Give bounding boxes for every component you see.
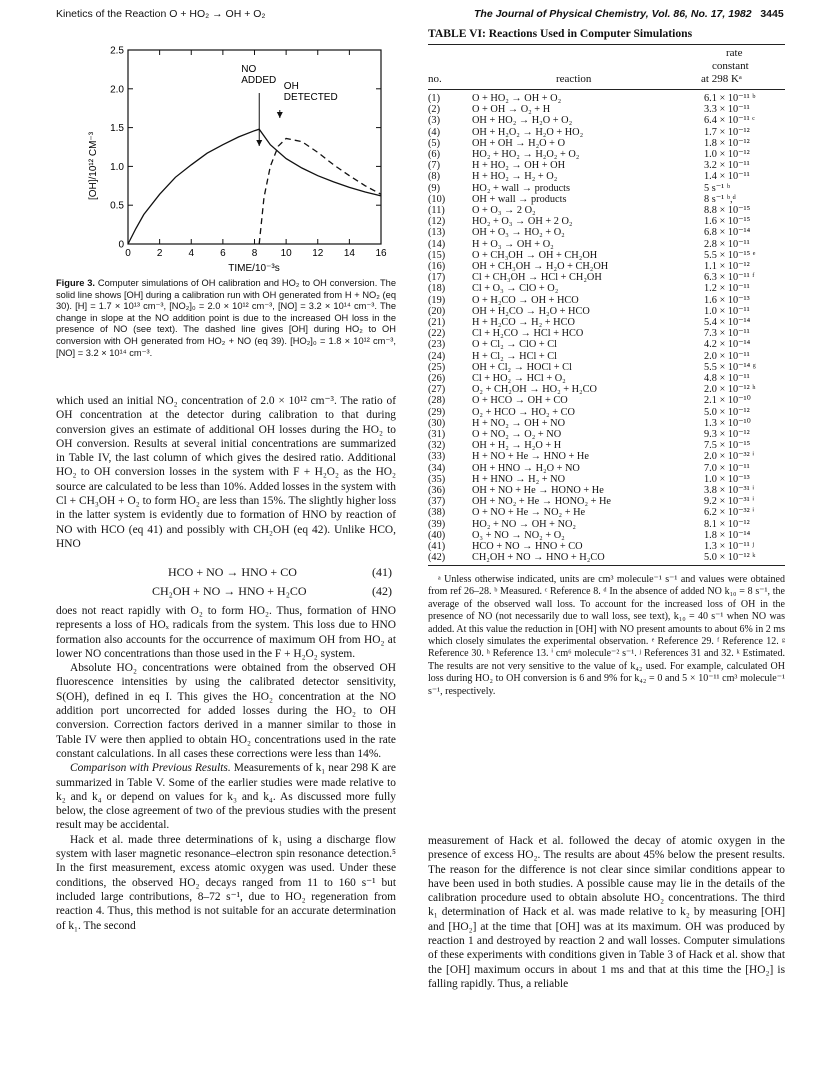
table-row (428, 407, 785, 419)
rate-constant: 5.4 × 10⁻¹⁴ (704, 317, 751, 328)
reaction-number: (33) (428, 451, 446, 463)
table-row (428, 373, 785, 385)
y-tick-label: 0 (118, 239, 124, 251)
reaction-equation: OH + O₃ → HO₂ + O₂ (472, 227, 565, 239)
reaction-number: (39) (428, 518, 446, 530)
reaction-equation: HO₂ + wall → products (472, 182, 571, 194)
table-row (428, 250, 785, 262)
reaction-number: (22) (428, 328, 446, 340)
rate-constant: 1.6 × 10⁻¹⁵ (704, 216, 751, 228)
rate-constant: 1.0 × 10⁻¹³ (704, 473, 750, 485)
reaction-equation: O + NO + He → NO₂ + He (472, 507, 586, 519)
equation-formula: CH₂OH + NO → HNO + H₂CO (152, 584, 307, 598)
reaction-equation: Cl + O₃ → ClO + O₂ (472, 283, 559, 295)
table-row (428, 239, 785, 251)
col-header-rate-1: rate (726, 47, 743, 59)
left-paragraph-1 (56, 394, 396, 551)
reaction-number: (4) (428, 126, 441, 138)
reaction-number: (38) (428, 507, 446, 519)
reaction-number: (42) (428, 552, 446, 564)
reaction-number: (25) (428, 361, 446, 373)
rate-constant: 7.3 × 10⁻¹¹ (704, 328, 750, 340)
table-row (428, 160, 785, 172)
equation-number: (42) (372, 584, 392, 598)
reaction-number: (30) (428, 417, 446, 429)
reaction-number: (8) (428, 171, 441, 183)
table-row (428, 362, 785, 374)
figure-caption-text: Computer simulations of OH calibration and HO₂ to OH conversion. The solid line shows [OH] during a calibration run with OH generated from H + NO₂ (eq 30). [H] = 1.7 × 10¹³ cm⁻³, [NO₂]₀ = 2.0 × 10¹² cm⁻³, [NO] = 3.2 × 10¹⁴ cm⁻³. The change in slope at the NO addition point is due to the increased OH loss in the presence of NO (see text). The dashed line gives [OH] during HO₂ to OH conversion with OH generated from HO₂ + NO (eq 39). [HO₂]₀ = 1.8 × 10¹² cm⁻³, [NO] = 3.2 × 10¹⁴ cm⁻³. (56, 278, 396, 358)
paragraph: does not react rapidly with O₂ to form HO₂. Thus, formation of HNO represents a loss of HOₓ radicals from the system. This loss due to HNO formation also accounts for the occurrence of maximum OH from HO₂ at lower NO concentrations than those used in the F + H₂O₂ system. (56, 605, 396, 660)
y-tick-label: 2.0 (110, 84, 124, 96)
table-row (428, 227, 785, 239)
rate-constant: 3.8 × 10⁻³¹ ⁱ (704, 485, 755, 496)
reaction-equation: HO₂ + HO₂ → H₂O₂ + O₂ (472, 149, 580, 160)
reaction-equation: O₂ + CH₂OH → HO₂ + H₂CO (472, 384, 597, 396)
chart-series (128, 129, 381, 244)
reaction-number: (6) (428, 149, 441, 160)
figure-label: Figure 3. (56, 278, 96, 288)
reaction-equation: O + NO₂ → O₂ + NO (472, 429, 562, 440)
reaction-number: (12) (428, 216, 446, 228)
table-row (428, 530, 785, 542)
rate-constant: 6.4 × 10⁻¹¹ ᶜ (704, 115, 755, 127)
y-axis-label: [OH]/10¹² CM⁻³ (88, 131, 99, 201)
table-row (428, 295, 785, 307)
reaction-number: (10) (428, 193, 446, 205)
reaction-number: (16) (428, 261, 446, 272)
x-tick-label: 16 (375, 248, 387, 259)
footnote-text: ᵃ Unless otherwise indicated, units are cm³ molecule⁻¹ s⁻¹ and values were obtained from ref 26–28. ᵇ Measured. ᶜ Reference 8. ᵈ In the absence of added NO k₁₀ = 8 s⁻¹, the average of the observed wall loss. To account for the increased loss of OH in the presence of NO (not necessarily due to wall loss, see text), k₁₀ = 40 s⁻¹ when NO was added. At this value the reduction in [OH] with NO present amounts to about 6% in 2 ms which closely simulates the experimental observation. ᵉ Reference 29. ᶠ Reference 12. ᵍ Reference 30. ʰ Reference 13. ⁱ cm⁶ molecule⁻² s⁻¹. ʲ References 31 and 32. ᵏ Estimated. The results are not very sensitive to the value of k₄₂ used. For example, calculated OH loss during HO₂ to OH conversion is 6 and 9% for k₄₂ = 0 and 5 × 10⁻¹¹ cm³ molecule⁻¹ s⁻¹, respectively. (428, 574, 785, 697)
reaction-equation: HCO + NO → HNO + CO (472, 541, 583, 552)
rate-constant: 1.0 × 10⁻¹² (704, 149, 750, 160)
reaction-number: (32) (428, 440, 446, 452)
x-tick-label: 12 (312, 248, 324, 259)
rate-constant: 8.8 × 10⁻¹⁵ (704, 205, 751, 216)
rate-constant: 7.5 × 10⁻¹⁵ (704, 440, 751, 452)
reaction-number: (17) (428, 272, 446, 284)
rate-constant: 6.3 × 10⁻¹¹ ᶠ (704, 272, 755, 284)
left-paragraphs (56, 604, 396, 933)
reaction-number: (11) (428, 205, 445, 216)
rate-constant: 9.3 × 10⁻¹² (704, 429, 750, 440)
col-header-reaction: reaction (556, 73, 592, 85)
reaction-equation: OH + NO + He → HONO + He (472, 485, 604, 496)
reaction-equation: H + HO₂ → H₂ + O₂ (472, 171, 558, 183)
journal-citation: The Journal of Physical Chemistry, Vol. 86, No. 17, 1982 (474, 8, 752, 20)
x-tick-label: 10 (280, 248, 292, 259)
reaction-number: (28) (428, 395, 446, 407)
table-title: TABLE VI: Reactions Used in Computer Simulations (428, 27, 693, 40)
table-rule-bottom (428, 565, 785, 566)
reaction-number: (31) (428, 429, 446, 440)
reaction-equation: O + CH₃OH → OH + CH₂OH (472, 249, 598, 261)
right-paragraph-1 (428, 834, 785, 991)
reaction-equation: OH + CH₃OH → H₂O + CH₂OH (472, 261, 609, 272)
table-row (428, 183, 785, 195)
reaction-equation: Cl + H₂CO → HCl + HCO (472, 328, 584, 340)
reaction-number: (18) (428, 283, 446, 295)
reaction-equation: O + OH → O₂ + H (472, 104, 551, 116)
table-rule-top (428, 44, 785, 45)
rate-constant: 2.0 × 10⁻¹² ʰ (704, 384, 756, 396)
equation-number: (41) (372, 565, 392, 579)
table-row (428, 115, 785, 127)
equation-formula: HCO + NO → HNO + CO (168, 565, 297, 579)
table-row (428, 104, 785, 116)
table-row (428, 429, 785, 441)
x-tick-label: 4 (188, 248, 195, 259)
table-row (428, 351, 785, 363)
reaction-equation: OH + NO₂ + He → HONO₂ + He (472, 496, 611, 508)
reaction-number: (21) (428, 317, 446, 328)
col-header-rate-3: at 298 Kᵃ (701, 73, 742, 85)
table-row (428, 440, 785, 452)
reaction-equation: CH₂OH + NO → HNO + H₂CO (472, 552, 605, 564)
reaction-equation: H + NO₂ → OH + NO (472, 417, 565, 429)
running-header-left: Kinetics of the Reaction O + HO₂ → OH + O₂ (56, 8, 266, 20)
rate-constant: 8.1 × 10⁻¹² (704, 518, 750, 530)
reaction-equation: H + HNO → H₂ + NO (472, 473, 565, 485)
reaction-number: (9) (428, 182, 441, 194)
rate-constant: 6.2 × 10⁻³² ⁱ (704, 507, 755, 519)
table-row (428, 395, 785, 407)
table-row (428, 317, 785, 329)
rate-constant: 4.2 × 10⁻¹⁴ (704, 339, 751, 351)
reaction-number: (15) (428, 249, 446, 261)
reaction-equation: OH + H₂O₂ → H₂O + HO₂ (472, 126, 584, 138)
reaction-equation: HO₂ + NO → OH + NO₂ (472, 518, 577, 530)
rate-constant: 1.7 × 10⁻¹² (704, 126, 750, 138)
reaction-equation: OH + H₂ → H₂O + H (472, 440, 562, 452)
table-row (428, 463, 785, 475)
reaction-number: (2) (428, 104, 441, 116)
reaction-equation: OH + HO₂ → H₂O + O₂ (472, 115, 573, 127)
reaction-number: (20) (428, 305, 446, 317)
reaction-number: (7) (428, 160, 441, 172)
table-row (428, 93, 785, 105)
reaction-number: (23) (428, 339, 446, 351)
rate-constant: 2.8 × 10⁻¹¹ (704, 238, 750, 250)
x-axis-label: TIME/10⁻³s (228, 263, 280, 274)
table-row (428, 149, 785, 161)
rate-constant: 5 s⁻¹ ᵇ (704, 182, 731, 194)
rate-constant: 5.0 × 10⁻¹² ᵏ (704, 552, 756, 564)
paragraph: Hack et al. made three determinations of k₁ using a discharge flow system with laser magnetic resonance–electron spin resonance detection.⁵ In the first measurement, excess atomic oxygen was used. Under these conditions, the observed HO₂ decays ranged from 11 to 160 s⁻¹ but included large contributions, 8–72 s⁻¹, due to HO₂ regeneration from reaction 4. Thus, this method is not suitable for an accurate determination of k₁. The second (56, 833, 396, 932)
table-row (428, 418, 785, 430)
table-row (428, 485, 785, 497)
reaction-equation: O + HCO → OH + CO (472, 395, 568, 407)
reaction-equation: OH + OH → H₂O + O (472, 137, 565, 149)
rate-constant: 1.8 × 10⁻¹⁴ (704, 529, 751, 541)
y-tick-label: 1.5 (110, 123, 124, 135)
rate-constant: 1.3 × 10⁻¹⁰ (704, 417, 751, 429)
calibration-line (128, 129, 381, 244)
table-row (428, 384, 785, 396)
reaction-equation: OH + wall → products (472, 193, 567, 205)
running-header-right (474, 8, 784, 20)
reaction-equation: OH + H₂CO → H₂O + HCO (472, 305, 590, 317)
paragraph-text: Measurements of k₁ near 298 K are summarized in Table V. Some of the earlier studies were made relative to k₂ and k₄ or depend on values for k₃ and k₄. As discussed more fully below, the close agreement of two of the previous studies with the present result may be accidental. (56, 762, 396, 832)
rate-constant: 1.0 × 10⁻¹¹ (704, 305, 750, 317)
y-tick-label: 1.0 (110, 161, 124, 173)
reaction-number: (24) (428, 350, 446, 362)
table-row (428, 552, 785, 564)
table-row (428, 205, 785, 217)
rate-constant: 6.8 × 10⁻¹⁴ (704, 227, 751, 239)
reaction-equation: O + H₂CO → OH + HCO (472, 294, 579, 306)
reaction-number: (3) (428, 115, 441, 127)
rate-constant: 5.5 × 10⁻¹⁴ ᵍ (704, 361, 756, 373)
rate-constant: 1.2 × 10⁻¹¹ (704, 283, 750, 295)
x-tick-label: 8 (251, 248, 258, 259)
table-rule-header (428, 89, 785, 90)
rate-constant: 1.3 × 10⁻¹¹ ʲ (704, 541, 754, 552)
table-row (428, 272, 785, 284)
reaction-number: (5) (428, 137, 441, 149)
reaction-equation: O₃ + NO → NO₂ + O₂ (472, 529, 565, 541)
table-row (428, 339, 785, 351)
reaction-equation: H + O₃ → OH + O₂ (472, 238, 554, 250)
rate-constant: 5.0 × 10⁻¹² (704, 406, 750, 418)
reaction-equation: H + H₂CO → H₂ + HCO (472, 317, 575, 328)
table-row (428, 127, 785, 139)
reaction-equation: Cl + HO₂ → HCl + O₂ (472, 373, 566, 384)
x-tick-label: 14 (343, 248, 355, 259)
figure-caption (56, 278, 396, 359)
reaction-number: (36) (428, 485, 446, 496)
reaction-equation: H + Cl₂ → HCl + Cl (472, 350, 558, 362)
reaction-number: (1) (428, 93, 441, 104)
x-tick-label: 6 (220, 248, 226, 259)
reaction-equation: H + NO + He → HNO + He (472, 451, 589, 463)
table-row (428, 328, 785, 340)
rate-constant: 1.8 × 10⁻¹² (704, 137, 750, 149)
arrow-head (277, 112, 283, 118)
rate-constant: 9.2 × 10⁻³¹ ⁱ (704, 496, 755, 508)
reaction-equation: O + HO₂ → OH + O₂ (472, 93, 562, 104)
rate-constant: 2.0 × 10⁻³² ⁱ (704, 451, 755, 463)
table-row (428, 474, 785, 486)
reaction-equation: O + Cl₂ → ClO + Cl (472, 339, 558, 351)
rate-constant: 4.8 × 10⁻¹¹ (704, 373, 750, 384)
reaction-equation: H + HO₂ → OH + OH (472, 160, 565, 172)
rate-constant: 7.0 × 10⁻¹¹ (704, 462, 750, 474)
paragraph: which used an initial NO₂ concentration of 2.0 × 10¹² cm⁻³. The ratio of OH concentration at the detector during calibration to that during conversion gives an estimate of additional OH losses during the HO₂ to OH conversion. Results at several initial concentrations are summarized in Table IV, the last column of which gives the desired ratio. Additional HO₂ to OH conversion losses in the system with F + H₂O₂ as the HO₂ source are calculated to be less than 10%. Added losses in the system with Cl + CH₃OH + O₂ to form HO₂ are less than 15%. The slightly higher loss in the latter system is evidently due to formation of HNO by reaction of NO with HCO (eq 41) and possibly with CH₂OH (eq 42). Unlike HCO, HNO (56, 395, 396, 550)
reaction-equation: OH + HNO → H₂O + NO (472, 462, 580, 474)
table-row (428, 519, 785, 531)
y-tick-label: 2.5 (110, 45, 124, 57)
table-row (428, 541, 785, 553)
reaction-number: (13) (428, 227, 446, 239)
rate-constant: 1.6 × 10⁻¹³ (704, 294, 750, 306)
table-row (428, 306, 785, 318)
reaction-equation: HO₂ + O₃ → OH + 2 O₂ (472, 216, 573, 228)
reaction-number: (29) (428, 406, 446, 418)
reaction-equation: OH + Cl₂ → HOCl + Cl (472, 361, 572, 373)
paragraph: Absolute HO₂ concentrations were obtained from the observed OH fluorescence intensities by using the calibrated detector sensitivity, S(OH), defined in eq I. This gives the HO₂ concentration at the NO addition port uncorrected for added losses during the HO₂ to OH conversion. Correction factors derived in a manner similar to those in Table IV were then applied to obtain HO₂ concentrations used in the rate constant calculations. In all cases these corrections were less than 14%. (56, 662, 396, 760)
table-row (428, 171, 785, 183)
rate-constant: 2.0 × 10⁻¹¹ (704, 350, 750, 362)
reaction-equation: O + O₃ → 2 O₂ (472, 205, 536, 216)
col-header-rate-2: constant (712, 60, 749, 72)
reaction-number: (35) (428, 473, 446, 485)
reaction-number: (27) (428, 384, 446, 396)
reaction-number: (34) (428, 462, 446, 474)
table-row (428, 194, 785, 206)
rate-constant: 1.1 × 10⁻¹² (704, 261, 750, 272)
chart-annotations (241, 64, 337, 146)
table-row (428, 283, 785, 295)
paragraph: measurement of Hack et al. followed the decay of atomic oxygen in the presence of excess HO₂. The results are about 45% below the present results. The reason for the difference is not clear since similar conditions appear to have been used in both studies. A possible cause may lie in the details of the calibration procedure used to obtain absolute HO₂ concentrations. The third k₁ determination of Hack et al. was made relative to k₂ by measuring [OH] and [HO₂] at the time that [OH] was at its maximum. OH was produced by reaction 1 and destroyed by reaction 2 and wall losses. Computer simulations of these experiments with conditions given in Table 3 of Hack et al. show that the [OH] maximum occurs in about 1 ms and that at this time the [HO₂] is falling rapidly. Thus, a reliable (428, 835, 785, 990)
y-tick-label: 0.5 (110, 200, 124, 212)
col-header-no: no. (428, 73, 442, 85)
figure-3-chart (56, 44, 396, 276)
reaction-number: (40) (428, 529, 446, 541)
annotation-label: OH DETECTED (283, 81, 338, 103)
table-row (428, 451, 785, 463)
section-heading: Comparison with Previous Results. (70, 762, 231, 775)
table-footnotes (428, 574, 785, 698)
reaction-number: (41) (428, 541, 446, 552)
paragraph (56, 761, 396, 832)
reaction-number: (37) (428, 496, 446, 508)
rate-constant: 8 s⁻¹ ᵇ,ᵈ (704, 193, 736, 205)
table-row (428, 496, 785, 508)
page-number: 3445 (760, 8, 784, 20)
rate-constant: 3.3 × 10⁻¹¹ (704, 104, 750, 116)
rate-constant: 1.4 × 10⁻¹¹ (704, 171, 750, 183)
rate-constant: 2.1 × 10⁻¹⁰ (704, 395, 751, 407)
reaction-number: (14) (428, 238, 446, 250)
reaction-equation: Cl + CH₃OH → HCl + CH₂OH (472, 272, 602, 284)
annotation-label: NO ADDED (241, 64, 277, 86)
arrow-head (256, 140, 262, 146)
table-row (428, 261, 785, 273)
reaction-number: (19) (428, 294, 446, 306)
rate-constant: 3.2 × 10⁻¹¹ (704, 160, 750, 172)
table-row (428, 216, 785, 228)
table-row (428, 138, 785, 150)
reaction-number: (26) (428, 373, 446, 384)
x-tick-label: 0 (125, 248, 131, 259)
reaction-equation: O₂ + HCO → HO₂ + CO (472, 406, 575, 418)
rate-constant: 5.5 × 10⁻¹⁵ ᵉ (704, 249, 756, 261)
rate-constant: 6.1 × 10⁻¹¹ ᵇ (704, 93, 756, 104)
x-tick-label: 2 (156, 248, 163, 259)
table-row (428, 507, 785, 519)
